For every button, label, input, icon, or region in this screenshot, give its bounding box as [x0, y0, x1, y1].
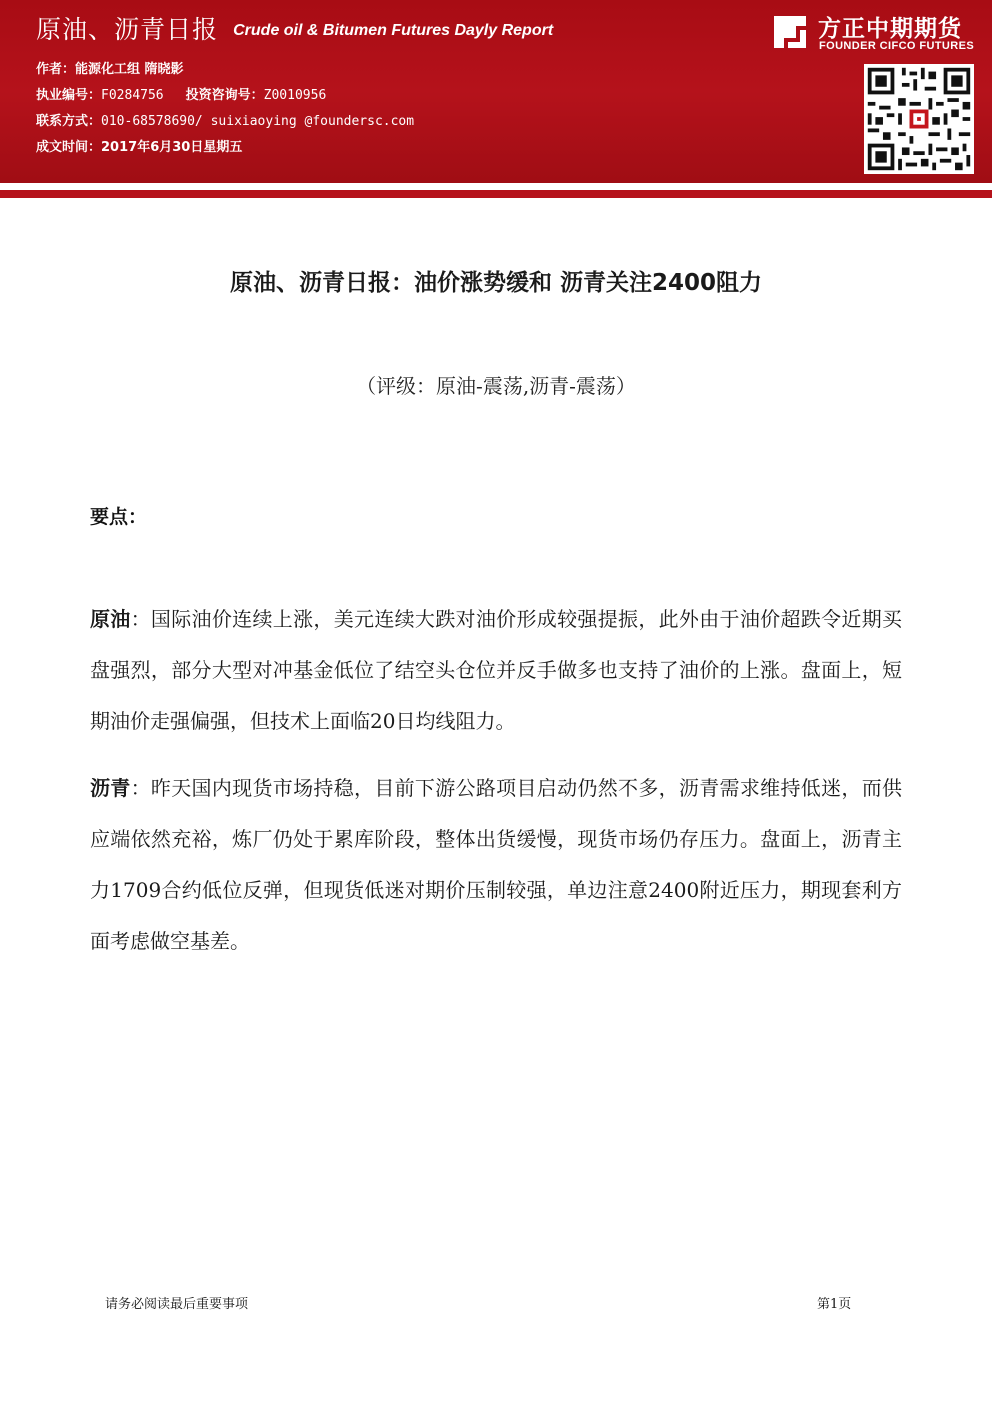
header-title-en: Crude oil & Bitumen Futures Dayly Report [233, 22, 554, 39]
company-logo [770, 8, 985, 58]
header-title-cn: 原油、沥青日报 [36, 15, 219, 44]
date-label: 成文时间： [36, 140, 102, 155]
crude-oil-paragraph [90, 594, 902, 747]
footer-notice: 请务必阅读最后重要事项 [105, 1297, 249, 1312]
rating-line: （评级：原油-震荡,沥青-震荡） [356, 374, 636, 398]
document-title: 原油、沥青日报：油价涨势缓和 沥青关注2400阻力 [229, 270, 763, 296]
bitumen-paragraph [90, 763, 902, 967]
author-name: 能源化工组 隋晓影 [75, 62, 184, 77]
license-label: 执业编号： [36, 88, 102, 103]
contact-info[interactable]: 010-68578690/ suixiaoying @foundersc.com [101, 114, 415, 129]
key-points-heading: 要点： [90, 506, 148, 528]
consult-label: 投资咨询号： [185, 88, 264, 103]
report-date: 2017年6月30日星期五 [101, 140, 243, 155]
crude-oil-label: 原油 [90, 607, 131, 631]
author-line [36, 58, 184, 77]
logo-name-en: FOUNDER CIFCO FUTURES [819, 40, 975, 52]
consult-number: Z0010956 [263, 88, 327, 103]
header-title-row [36, 10, 553, 46]
qr-code-icon[interactable] [864, 64, 974, 174]
bitumen-label: 沥青 [90, 776, 131, 800]
report-header [0, 0, 992, 183]
license-line [36, 84, 326, 103]
author-label: 作者： [36, 62, 76, 77]
logo-name-cn: 方正中期期货 [818, 16, 962, 42]
date-line [36, 136, 242, 155]
header-divider [0, 190, 992, 198]
founder-logo-icon [770, 12, 810, 52]
license-number: F0284756 [101, 88, 164, 103]
bitumen-text: ：昨天国内现货市场持稳，目前下游公路项目启动仍然不多，沥青需求维持低迷，而供应端依然充裕，炼厂仍处于累库阶段，整体出货缓慢，现货市场仍存压力。盘面上，沥青主力1709合约低位反弹，但现货低迷对期价压制较强，单边注意2400附近压力，期现套利方面考虑做空基差。 [90, 776, 903, 953]
page-number: 第1页 [817, 1297, 852, 1312]
contact-label: 联系方式： [36, 114, 102, 129]
crude-oil-text: ：国际油价连续上涨，美元连续大跌对油价形成较强提振，此外由于油价超跌令近期买盘强烈，部分大型对冲基金低位了结空头仓位并反手做多也支持了油价的上涨。盘面上，短期油价走强偏强，但技术上面临20日均线阻力。 [90, 607, 903, 733]
contact-line [36, 110, 414, 129]
